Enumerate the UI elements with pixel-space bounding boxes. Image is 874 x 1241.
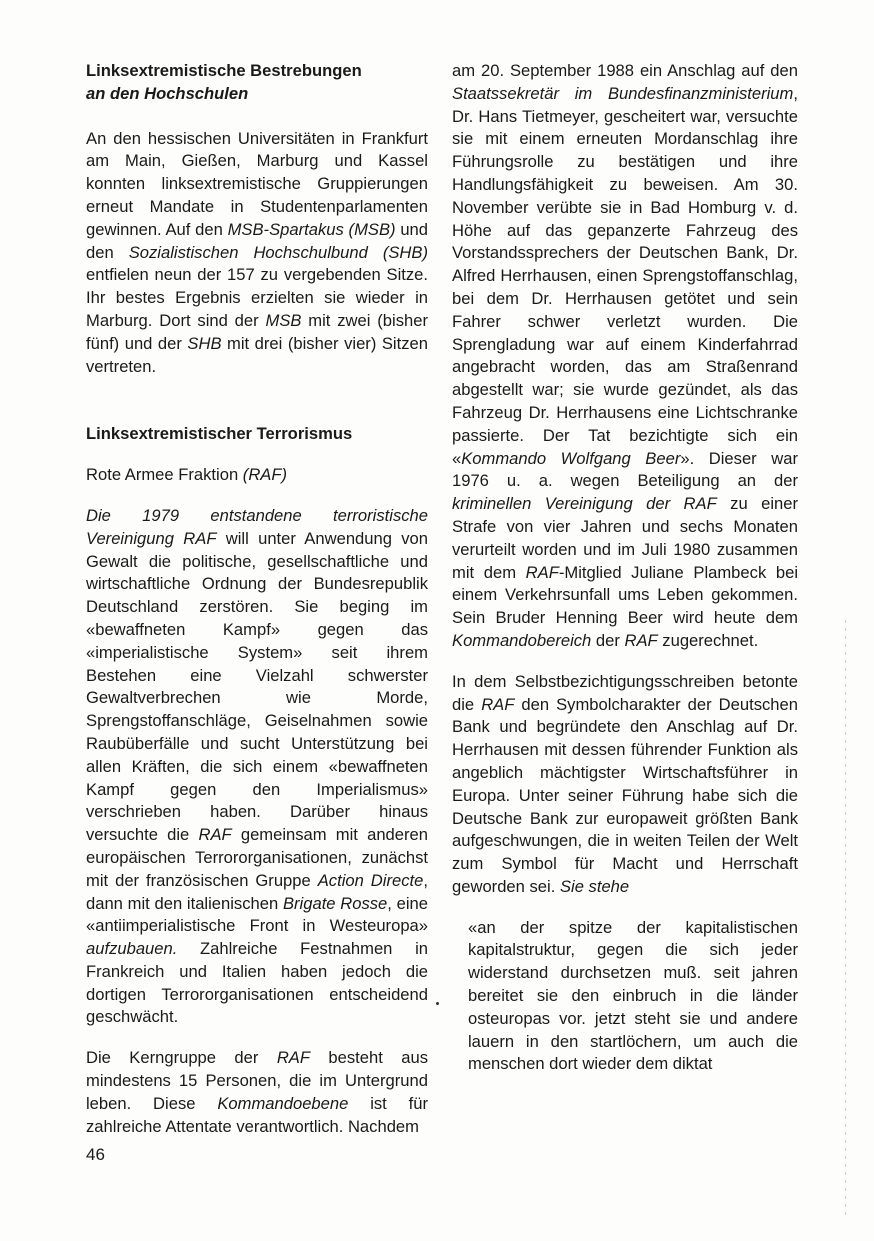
paragraph-herrhausen: am 20. September 1988 ein Anschlag auf den Staatssekretär im Bundesfinanzministerium, Dr. Hans Tietmeyer, gescheitert war, versuchte sie mit einem erneuten Mordanschlag ihre Führungsrolle zu bestätigen und ihre Handlungsfähigkeit zu beweisen. Am 30. November verübte sie in Bad Homburg v. d. Höhe auf das gepanzerte Fahrzeug des Vorstandssprechers der Deutschen Bank, Dr. Alfred Herrhausen, einen Sprengstoffanschlag, bei dem Dr. Herrhausen getötet und sein Fahrer schwer verletzt wurden. Die Sprengladung war auf einem Kinderfahrrad angebracht worden, das am Straßenrand abgestellt war; sie wurde gezündet, als das Fahrzeug Dr. Herrhausens eine Lichtschranke passierte. Der Tat bezichtigte sich ein «Kommando Wolfgang Beer». Dieser war 1976 u. a. wegen Beteiligung an der kriminellen Vereinigung der RAF zu einer Strafe von vier Jahren und sechs Monaten verurteilt worden und im Juli 1980 zusammen mit dem RAF-Mitglied Juliane Plambeck bei einem Verkehrsunfall ums Leben gekommen. Sein Bruder Henning Beer wird heute dem Kommandobereich der RAF zugerechnet.: [452, 61, 799, 650]
paragraph-hochschulen: An den hessischen Universitäten in Frankfurt am Main, Gießen, Marburg und Kassel konnten linksextremistische Gruppierungen erneut Mandate in Studentenparlamenten gewinnen. Auf den MSB-Spartakus (MSB) und den Sozialistischen Hochschulbund (SHB) entfielen neun der 157 zu vergebenden Sitze. Ihr bestes Ergebnis erzielten sie wieder in Marburg. Dort sind der MSB mit zwei (bisher fünf) und der SHB mit drei (bisher vier) Sitzen vertreten.: [86, 128, 428, 376]
page-number: 46: [86, 1145, 105, 1164]
block-quote: «an der spitze der kapitalistischen kapitalstruktur, gegen die sich jeder widerstand durchsetzen muß. seit jahren bereitet sie den einbruch in die länder osteuropas vor. jetzt steht sie und andere lauern in den startlöchern, um auch die menschen dort wieder dem diktat: [468, 917, 798, 1074]
paragraph-selbstbezichtigung: In dem Selbstbezichtigungsschreiben betonte die RAF den Symbolcharakter der Deutschen Bank und begründete den Anschlag auf Dr. Herrhausen mit dessen führender Funktion als angeblich mächtigster Wirtschaftsführer in Europa. Unter seiner Führung habe sich die Deutsche Bank zur europaweit größten Bank aufgeschwungen, die in weiten Teilen der Welt zum Symbol für Macht und Herrschaft geworden sei. Sie stehe: [452, 671, 798, 896]
section-heading-terrorismus: Linksextremistischer Terrorismus: [86, 424, 353, 444]
section-heading-hochschulen: Linksextremistische Bestrebungen an den Hochschulen: [86, 61, 362, 103]
scan-artifact-line: [845, 620, 846, 1220]
scan-dot: [436, 1002, 439, 1005]
right-column: [452, 60, 798, 1076]
left-column: [86, 60, 428, 1138]
subheading-raf: Rote Armee Fraktion (RAF): [86, 465, 288, 485]
paragraph-raf-intro: Die 1979 entstandene terroristische Vereinigung RAF will unter Anwendung von Gewalt die politische, gesellschaftliche und wirtschaftliche Ordnung der Bundesrepublik Deutschland zerstören. Sie beging im «bewaffneten Kampf» gegen das «imperialistische System» seit ihrem Bestehen eine Vielzahl schwerster Gewaltverbrechen wie Morde, Sprengstoffanschläge, Geiselnahmen sowie Raubüberfälle und sucht Unterstützung bei allen Kräften, die sich einem «bewaffneten Kampf gegen den Imperialismus» verschrieben haben. Darüber hinaus versuchte die RAF gemeinsam mit anderen europäischen Terrororganisationen, zunächst mit der französischen Gruppe Action Directe, dann mit den italienischen Brigate Rosse, eine «antiimperialistische Front in Westeuropa» aufzubauen. Zahlreiche Festnahmen in Frankreich und Italien haben jedoch die dortigen Terrororganisationen entscheidend geschwächt.: [86, 505, 429, 1027]
paragraph-kerngruppe: Die Kerngruppe der RAF besteht aus mindestens 15 Personen, die im Untergrund leben. Diese Kommandoebene ist für zahlreiche Attentate verantwortlich. Nachdem: [86, 1048, 428, 1136]
